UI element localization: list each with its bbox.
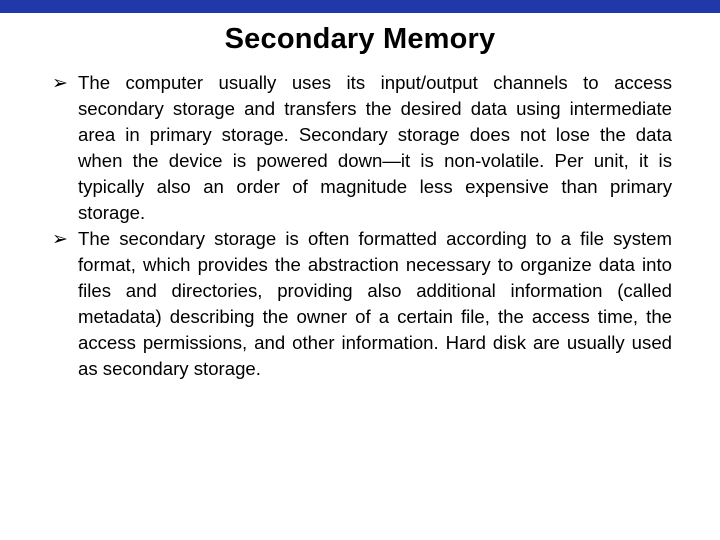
bullet-item [50, 70, 672, 226]
bullet-item [50, 226, 672, 382]
arrow-bullet-icon: ➢ [52, 228, 68, 250]
bullet-list [50, 70, 672, 382]
arrow-bullet-icon: ➢ [52, 72, 68, 94]
slide-title: Secondary Memory [224, 23, 496, 55]
title-accent-bar [0, 0, 720, 13]
bullet-text: The computer usually uses its input/output channels to access secondary storage and transfers the desired data using intermediate area in primary storage. Secondary storage does not lose the data when the device is powered down—it is non-volatile. Per unit, it is typically also an order of magnitude less expensive than primary storage. [78, 72, 672, 223]
bullet-text: The secondary storage is often formatted according to a file system format, which provides the abstraction necessary to organize data into files and directories, providing also additional information (called metadata) describing the owner of a certain file, the access time, the access permissions, and other information. Hard disk are usually used as secondary storage. [78, 228, 672, 379]
